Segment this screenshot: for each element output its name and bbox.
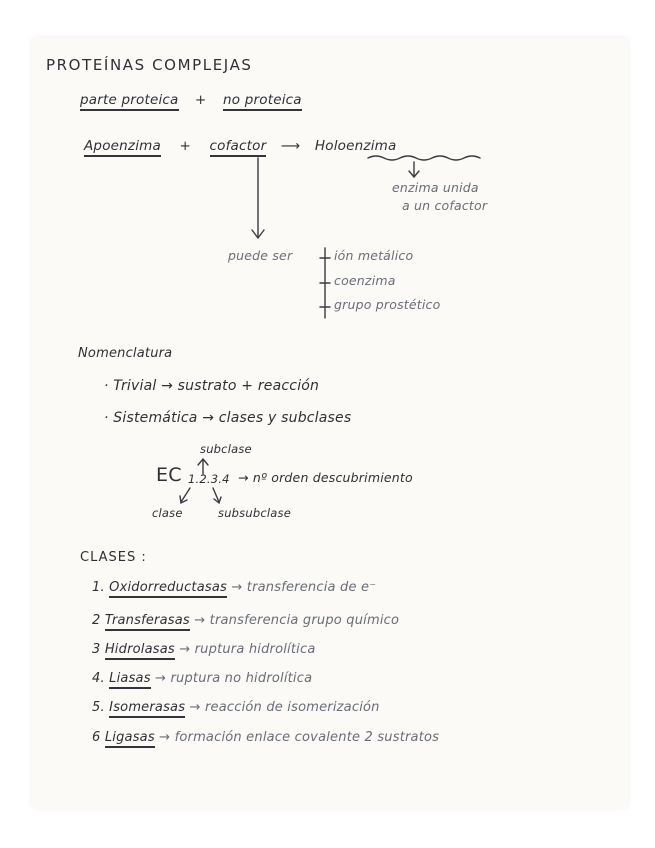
cofactor: cofactor: [210, 138, 267, 157]
clase-name: Isomerasas: [109, 700, 185, 718]
ec-subsubclase-label: subsubclase: [218, 506, 291, 520]
clase-number: 3: [92, 642, 101, 657]
cofactor-type-1: ión metálico: [334, 248, 414, 263]
clase-description: → transferencia grupo químico: [194, 613, 400, 628]
clase-description: → ruptura hidrolítica: [179, 642, 316, 657]
plus-sign: +: [195, 92, 207, 108]
clase-description: → transferencia de e⁻: [231, 580, 377, 595]
clase-name: Hidrolasas: [105, 642, 175, 660]
clase-name: Ligasas: [105, 730, 155, 748]
page-title: PROTEÍNAS COMPLEJAS: [46, 56, 253, 74]
ec-label: EC: [156, 464, 182, 486]
parte-proteica: parte proteica: [80, 92, 179, 111]
clase-row-3: [92, 642, 316, 657]
wavy-underline: [368, 156, 480, 160]
clase-name: Oxidorreductasas: [109, 580, 227, 598]
clase-number: 1.: [92, 580, 105, 595]
clase-row-6: [92, 730, 439, 745]
holoenzyme-equation: [84, 138, 396, 154]
clase-number: 6: [92, 730, 101, 745]
protein-parts-line: [80, 92, 302, 108]
ec-digits: 1.2.3.4: [188, 472, 230, 486]
clase-number: 4.: [92, 671, 105, 686]
clase-name: Liasas: [109, 671, 151, 689]
sistematica-line: · Sistemática → clases y subclases: [104, 410, 352, 426]
nomenclatura-heading: Nomenclatura: [78, 346, 173, 361]
clase-description: → formación enlace covalente 2 sustratos: [159, 730, 440, 745]
ec-orden-descubrimiento: → nº orden descubrimiento: [238, 470, 413, 485]
clase-row-4: [92, 671, 312, 686]
clase-name: Transferasas: [105, 613, 190, 631]
holo-note-2: a un cofactor: [402, 198, 488, 213]
trivial-line: · Trivial → sustrato + reacción: [104, 378, 320, 394]
plus-sign-2: +: [179, 138, 192, 154]
ec-clase-label: clase: [152, 506, 183, 520]
cofactor-type-3: grupo prostético: [334, 297, 441, 312]
clase-description: → reacción de isomerización: [189, 700, 380, 715]
ec-left-arrow-stem: [181, 488, 190, 502]
yields-arrow: ⟶: [280, 138, 301, 154]
clase-number: 2: [92, 613, 101, 628]
clases-heading: CLASES :: [80, 550, 147, 565]
no-proteica: no proteica: [223, 92, 302, 111]
cofactor-type-2: coenzima: [334, 273, 396, 288]
apoenzima: Apoenzima: [84, 138, 161, 157]
ec-subclase-label: subclase: [200, 442, 252, 456]
clase-description: → ruptura no hidrolítica: [155, 671, 313, 686]
clase-row-2: [92, 613, 399, 628]
holo-note-1: enzima unida: [392, 180, 479, 195]
clase-number: 5.: [92, 700, 105, 715]
holoenzima: Holoenzima: [314, 138, 397, 154]
clase-row-1: [92, 580, 376, 595]
clase-row-5: [92, 700, 380, 715]
puede-ser: puede ser: [228, 248, 293, 263]
